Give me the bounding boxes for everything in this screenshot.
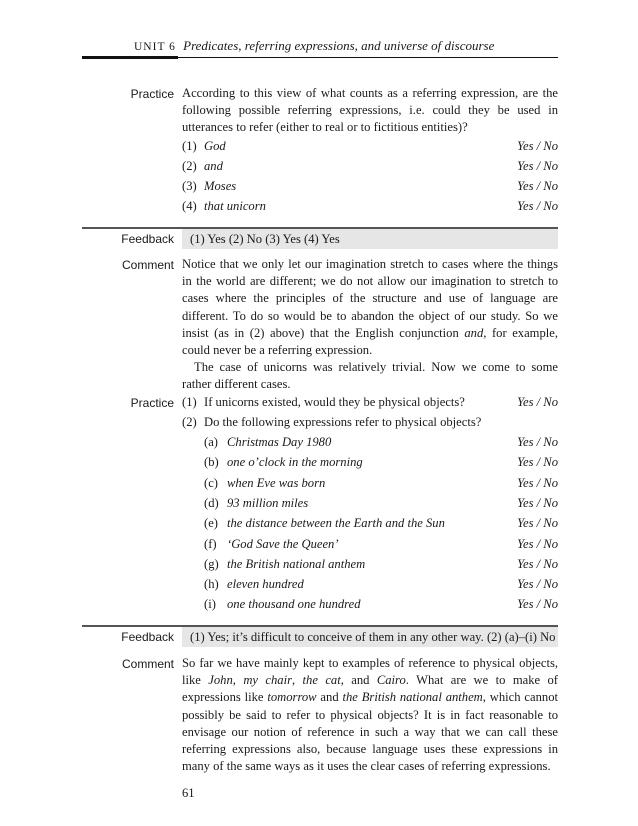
sub-item-text: when Eve was born (227, 476, 326, 490)
yes-no-answer[interactable]: Yes / No (517, 455, 558, 469)
item-number: (2) (182, 415, 197, 429)
comment-paragraph (182, 256, 558, 359)
item-number: (3) (182, 179, 197, 193)
yes-no-answer[interactable]: Yes / No (517, 597, 558, 611)
sub-item-text: the British national anthem (227, 557, 366, 571)
item-text: If unicorns existed, would they be physical objects? (204, 395, 465, 409)
comment-emphasis: and (464, 325, 484, 340)
item-number: (2) (182, 159, 197, 173)
comment-emphasis: Cairo (376, 673, 406, 688)
comment-emphasis: the British national anthem (342, 690, 483, 705)
comment-label-1: Comment (121, 258, 174, 272)
practice-question-text: According to this view of what counts as a referring expression, are the following possible referring expressions, i.e. could they be used in utterances to refer (either to real or to fictitious entities)? (182, 86, 558, 135)
comment-body-2 (182, 655, 558, 775)
sub-item-letter: (i) (204, 597, 216, 611)
item-number: (1) (182, 139, 197, 153)
feedback-label-2: Feedback (121, 630, 174, 644)
sub-item-text: 93 million miles (227, 496, 309, 510)
chapter-title: Predicates, referring expressions, and universe of discourse (183, 38, 495, 53)
sub-item-text: the distance between the Earth and the Sun (227, 516, 445, 530)
yes-no-answer[interactable]: Yes / No (517, 435, 558, 449)
practice-question-1 (182, 85, 558, 137)
item-text: God (204, 139, 226, 153)
sub-item (204, 494, 558, 512)
sub-item (204, 595, 558, 613)
sub-item (204, 474, 558, 492)
comment-text: . What are we to make of expressions like (182, 673, 558, 705)
sub-item-text: one o’clock in the morning (227, 455, 363, 469)
comment-text: Notice that we only let our imagination stretch to cases where the things in the world are different; we do not allow our imagination to stretch to cases where the principles of the structure and use of language are different. To do so would be to abandon the object of our study. So we insist (as in (2) above) that the English conjunction (182, 257, 558, 340)
item-text: Do the following expressions refer to physical objects? (204, 415, 482, 429)
item-number: (1) (182, 395, 197, 409)
comment-paragraph: The case of unicorns was relatively trivial. Now we come to some rather different cases. (182, 360, 558, 392)
unit-label: UNIT 6 (134, 41, 176, 53)
item-number: (4) (182, 199, 197, 213)
sub-item-letter: (d) (204, 496, 219, 510)
comment-text: , and (340, 673, 377, 688)
comment-text: , which cannot possibly be said to refer to physical objects? It is in fact reasonable to envisage our notion of reference in such a way that we can call these referring expressions also, because language uses these expressions in many of the same ways as it uses the clear cases of referring expressions. (182, 690, 558, 774)
comment-text: So far we have mainly kept to examples of reference to physical objects, like (182, 656, 558, 688)
sub-item-letter: (h) (204, 577, 219, 591)
sub-item-letter: (c) (204, 476, 218, 490)
item-text: that unicorn (204, 199, 266, 213)
sub-item-text: ‘God Save the Queen’ (227, 537, 339, 551)
sub-item (204, 514, 558, 532)
yes-no-answer[interactable]: Yes / No (517, 179, 558, 193)
sub-item-letter: (b) (204, 455, 219, 469)
sub-item (204, 575, 558, 593)
feedback-label-1: Feedback (121, 232, 174, 246)
item-text: and (204, 159, 223, 173)
practice-item (182, 393, 558, 411)
feedback-text-1: (1) Yes (2) No (3) Yes (4) Yes (190, 232, 340, 246)
yes-no-answer[interactable]: Yes / No (517, 476, 558, 490)
sub-item (204, 433, 558, 451)
sub-item-letter: (g) (204, 557, 219, 571)
practice-item (182, 177, 558, 195)
sub-item-text: Christmas Day 1980 (227, 435, 332, 449)
comment-emphasis: tomorrow (267, 690, 317, 705)
sub-item (204, 555, 558, 573)
comment-body-1 (182, 256, 558, 394)
sub-item-text: eleven hundred (227, 577, 304, 591)
practice-item (182, 197, 558, 215)
comment-emphasis: the cat (302, 673, 341, 688)
comment-paragraph (182, 655, 558, 775)
sub-item (204, 535, 558, 553)
comment-text: and (316, 690, 343, 705)
comment-text: , (232, 673, 244, 688)
sub-item-text: one thousand one hundred (227, 597, 361, 611)
sub-item-letter: (e) (204, 516, 218, 530)
practice-item (182, 157, 558, 175)
sub-item-letter: (a) (204, 435, 218, 449)
sub-item (204, 453, 558, 471)
yes-no-answer[interactable]: Yes / No (517, 537, 558, 551)
comment-text: , (292, 673, 303, 688)
yes-no-answer[interactable]: Yes / No (517, 496, 558, 510)
comment-emphasis: my chair (243, 673, 292, 688)
comment-label-2: Comment (121, 657, 174, 671)
item-text: Moses (204, 179, 237, 193)
feedback-text-2: (1) Yes; it’s difficult to conceive of them in any other way. (2) (a)–(i) No (190, 630, 556, 644)
yes-no-answer[interactable]: Yes / No (517, 139, 558, 153)
yes-no-answer[interactable]: Yes / No (517, 516, 558, 530)
practice-item (182, 413, 558, 431)
header-rule-thick (82, 56, 178, 59)
running-header (134, 38, 494, 54)
comment-emphasis: John (208, 673, 233, 688)
practice-label-1: Practice (130, 87, 174, 101)
yes-no-answer[interactable]: Yes / No (517, 395, 558, 409)
header-rule-thin (178, 57, 558, 58)
yes-no-answer[interactable]: Yes / No (517, 557, 558, 571)
practice-item (182, 137, 558, 155)
practice-label-2: Practice (130, 396, 174, 410)
comment-text: , for example, could never be a referring expression. (182, 325, 559, 358)
page-number: 61 (182, 786, 195, 800)
yes-no-answer[interactable]: Yes / No (517, 577, 558, 591)
sub-item-letter: (f) (204, 537, 217, 551)
yes-no-answer[interactable]: Yes / No (517, 159, 558, 173)
yes-no-answer[interactable]: Yes / No (517, 199, 558, 213)
